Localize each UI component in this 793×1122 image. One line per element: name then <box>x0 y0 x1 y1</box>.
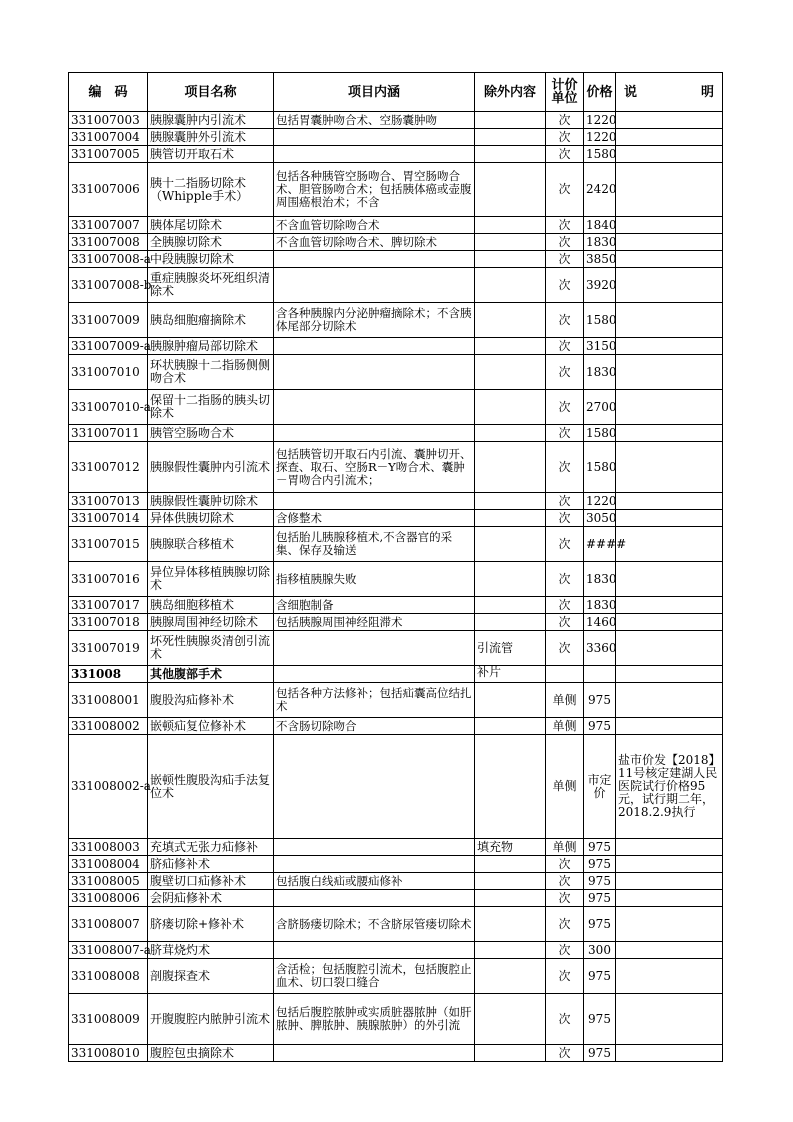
cell-excluded <box>475 146 546 163</box>
cell-name: 胰岛细胞移植术 <box>148 597 274 614</box>
cell-code: 331007008-a <box>69 251 148 268</box>
table-row <box>69 390 723 425</box>
cell-note <box>616 493 723 510</box>
cell-price: 1830 <box>584 234 616 251</box>
cell-unit: 单侧 <box>546 718 584 735</box>
cell-price: #### <box>584 527 616 562</box>
cell-excluded <box>475 1045 546 1062</box>
cell-code: 331008008 <box>69 959 148 994</box>
cell-note <box>616 614 723 631</box>
cell-code: 331007011 <box>69 425 148 442</box>
cell-price: 2420 <box>584 163 616 217</box>
cell-price: 1580 <box>584 303 616 338</box>
cell-note <box>616 303 723 338</box>
cell-name: 重症胰腺炎坏死组织清除术 <box>148 268 274 303</box>
cell-price: 1830 <box>584 355 616 390</box>
cell-note: 盐市价发【2018】11号核定建湖人民医院试行价格95元，试行期二年，2018.2.9执行 <box>616 735 723 839</box>
table-row <box>69 217 723 234</box>
table-row <box>69 890 723 907</box>
table-row <box>69 268 723 303</box>
cell-excluded: 补片 <box>475 666 546 683</box>
cell-excluded <box>475 890 546 907</box>
cell-excluded <box>475 390 546 425</box>
cell-content: 包括各种胰管空肠吻合、胃空肠吻合术、胆管肠吻合术；包括胰体癌或壶腹周围癌根治术；不含 <box>274 163 475 217</box>
cell-note <box>616 994 723 1045</box>
cell-excluded <box>475 112 546 129</box>
cell-code: 331008007 <box>69 907 148 942</box>
cell-note <box>616 839 723 856</box>
header-code: 编 码 <box>69 73 148 112</box>
cell-excluded <box>475 268 546 303</box>
cell-unit: 次 <box>546 112 584 129</box>
cell-name: 胰腺肿瘤局部切除术 <box>148 338 274 355</box>
cell-name: 环状胰腺十二指肠侧侧吻合术 <box>148 355 274 390</box>
cell-excluded <box>475 718 546 735</box>
table-row <box>69 839 723 856</box>
cell-unit: 次 <box>546 510 584 527</box>
cell-unit: 次 <box>546 442 584 493</box>
cell-content: 包括后腹腔脓肿或实质脏器脓肿（如肝脓肿、脾脓肿、胰腺脓肿）的外引流 <box>274 994 475 1045</box>
section-row <box>69 666 723 683</box>
cell-price: 1220 <box>584 493 616 510</box>
cell-excluded <box>475 129 546 146</box>
cell-content <box>274 355 475 390</box>
cell-note <box>616 959 723 994</box>
cell-name: 胰腺囊肿外引流术 <box>148 129 274 146</box>
cell-note <box>616 390 723 425</box>
table-row <box>69 146 723 163</box>
cell-price: 1220 <box>584 112 616 129</box>
cell-content: 包括胃囊肿吻合术、空肠囊肿吻 <box>274 112 475 129</box>
cell-unit: 次 <box>546 597 584 614</box>
cell-code: 331008002-a <box>69 735 148 839</box>
cell-note <box>616 355 723 390</box>
cell-name: 其他腹部手术 <box>148 666 274 683</box>
cell-excluded <box>475 493 546 510</box>
cell-price: 975 <box>584 839 616 856</box>
cell-price: 3360 <box>584 631 616 666</box>
cell-code: 331007010-a <box>69 390 148 425</box>
table-row <box>69 735 723 839</box>
cell-price: 2700 <box>584 390 616 425</box>
cell-note <box>616 562 723 597</box>
cell-unit: 次 <box>546 425 584 442</box>
cell-code: 331007018 <box>69 614 148 631</box>
cell-name: 异位异体移植胰腺切除术 <box>148 562 274 597</box>
table-row <box>69 425 723 442</box>
cell-price: 975 <box>584 718 616 735</box>
cell-name: 腹股沟疝修补术 <box>148 683 274 718</box>
cell-unit: 次 <box>546 614 584 631</box>
cell-unit: 次 <box>546 907 584 942</box>
cell-content: 包括胎儿胰腺移植术,不含器官的采集、保存及输送 <box>274 527 475 562</box>
cell-name: 胰管空肠吻合术 <box>148 425 274 442</box>
cell-price: 975 <box>584 873 616 890</box>
cell-price: 3920 <box>584 268 616 303</box>
cell-name: 胰岛细胞瘤摘除术 <box>148 303 274 338</box>
cell-note <box>616 666 723 683</box>
cell-excluded <box>475 907 546 942</box>
cell-unit: 次 <box>546 942 584 959</box>
cell-unit: 次 <box>546 163 584 217</box>
cell-content <box>274 268 475 303</box>
cell-note <box>616 942 723 959</box>
cell-name: 嵌顿性腹股沟疝手法复位术 <box>148 735 274 839</box>
cell-name: 胰体尾切除术 <box>148 217 274 234</box>
cell-note <box>616 683 723 718</box>
table-row <box>69 355 723 390</box>
cell-content: 含脐肠瘘切除术；不含脐尿管瘘切除术 <box>274 907 475 942</box>
cell-code: 331008006 <box>69 890 148 907</box>
cell-unit: 次 <box>546 890 584 907</box>
cell-code: 331007019 <box>69 631 148 666</box>
cell-excluded <box>475 562 546 597</box>
cell-note <box>616 146 723 163</box>
cell-price: 1580 <box>584 425 616 442</box>
table-row <box>69 527 723 562</box>
cell-excluded <box>475 355 546 390</box>
cell-note <box>616 217 723 234</box>
cell-note <box>616 597 723 614</box>
cell-excluded <box>475 442 546 493</box>
cell-note <box>616 856 723 873</box>
table-row <box>69 510 723 527</box>
table-row <box>69 942 723 959</box>
table-row <box>69 234 723 251</box>
cell-excluded <box>475 856 546 873</box>
table-row <box>69 163 723 217</box>
table-row <box>69 631 723 666</box>
cell-excluded <box>475 510 546 527</box>
table-row <box>69 718 723 735</box>
cell-excluded <box>475 163 546 217</box>
cell-code: 331007008-b <box>69 268 148 303</box>
cell-content <box>274 338 475 355</box>
table-row <box>69 959 723 994</box>
cell-excluded <box>475 251 546 268</box>
cell-price: 1830 <box>584 562 616 597</box>
cell-name: 嵌顿疝复位修补术 <box>148 718 274 735</box>
cell-price: 975 <box>584 1045 616 1062</box>
cell-code: 331007009-a <box>69 338 148 355</box>
cell-name: 腹腔包虫摘除术 <box>148 1045 274 1062</box>
cell-code: 331007014 <box>69 510 148 527</box>
cell-price: 3850 <box>584 251 616 268</box>
cell-code: 331007004 <box>69 129 148 146</box>
cell-excluded <box>475 527 546 562</box>
cell-unit: 次 <box>546 390 584 425</box>
cell-content <box>274 942 475 959</box>
cell-unit: 次 <box>546 493 584 510</box>
cell-content <box>274 839 475 856</box>
cell-excluded <box>475 735 546 839</box>
table-body <box>69 112 723 1062</box>
cell-unit: 次 <box>546 234 584 251</box>
cell-code: 331007008 <box>69 234 148 251</box>
cell-name: 腹壁切口疝修补术 <box>148 873 274 890</box>
cell-name: 胰腺联合移植术 <box>148 527 274 562</box>
cell-price: 975 <box>584 683 616 718</box>
cell-unit: 单侧 <box>546 735 584 839</box>
cell-excluded <box>475 303 546 338</box>
cell-unit <box>546 666 584 683</box>
cell-content: 含修整术 <box>274 510 475 527</box>
cell-note <box>616 718 723 735</box>
cell-price: 3050 <box>584 510 616 527</box>
cell-excluded <box>475 425 546 442</box>
cell-name: 胰腺假性囊肿切除术 <box>148 493 274 510</box>
cell-content <box>274 390 475 425</box>
cell-content <box>274 666 475 683</box>
cell-note <box>616 907 723 942</box>
cell-name: 中段胰腺切除术 <box>148 251 274 268</box>
cell-code: 331007012 <box>69 442 148 493</box>
cell-unit: 次 <box>546 527 584 562</box>
cell-unit: 次 <box>546 146 584 163</box>
cell-content <box>274 251 475 268</box>
cell-note <box>616 442 723 493</box>
cell-name: 保留十二指肠的胰头切除术 <box>148 390 274 425</box>
cell-code: 331007017 <box>69 597 148 614</box>
cell-content <box>274 890 475 907</box>
cell-content <box>274 425 475 442</box>
cell-name: 异体供胰切除术 <box>148 510 274 527</box>
cell-excluded: 填充物 <box>475 839 546 856</box>
cell-unit: 次 <box>546 129 584 146</box>
cell-content <box>274 129 475 146</box>
table-row <box>69 1045 723 1062</box>
cell-note <box>616 338 723 355</box>
cell-excluded: 引流管 <box>475 631 546 666</box>
cell-content <box>274 146 475 163</box>
cell-note <box>616 873 723 890</box>
table-row <box>69 994 723 1045</box>
cell-code: 331008001 <box>69 683 148 718</box>
cell-excluded <box>475 614 546 631</box>
cell-price: 975 <box>584 994 616 1045</box>
cell-excluded <box>475 959 546 994</box>
cell-unit: 次 <box>546 856 584 873</box>
cell-name: 胰腺周围神经切除术 <box>148 614 274 631</box>
cell-unit: 次 <box>546 1045 584 1062</box>
cell-price: 975 <box>584 959 616 994</box>
cell-price: 975 <box>584 907 616 942</box>
cell-code: 331008003 <box>69 839 148 856</box>
cell-content: 含细胞制备 <box>274 597 475 614</box>
cell-excluded <box>475 234 546 251</box>
cell-price: 市定价 <box>584 735 616 839</box>
cell-name: 全胰腺切除术 <box>148 234 274 251</box>
cell-content <box>274 493 475 510</box>
cell-content <box>274 856 475 873</box>
cell-excluded <box>475 683 546 718</box>
cell-content: 含活检；包括腹腔引流术，包括腹腔止血术、切口裂口缝合 <box>274 959 475 994</box>
table-row <box>69 338 723 355</box>
cell-unit: 次 <box>546 994 584 1045</box>
table-row <box>69 493 723 510</box>
cell-name: 脐瘘切除+修补术 <box>148 907 274 942</box>
cell-unit: 次 <box>546 338 584 355</box>
cell-code: 331007009 <box>69 303 148 338</box>
header-name: 项目名称 <box>148 73 274 112</box>
table-row <box>69 112 723 129</box>
cell-content: 包括胰腺周围神经阻滞术 <box>274 614 475 631</box>
cell-name: 脐疝修补术 <box>148 856 274 873</box>
cell-price: 1460 <box>584 614 616 631</box>
table-row <box>69 597 723 614</box>
cell-code: 331007013 <box>69 493 148 510</box>
cell-code: 331007006 <box>69 163 148 217</box>
cell-name: 开腹腹腔内脓肿引流术 <box>148 994 274 1045</box>
table-row <box>69 251 723 268</box>
table-row <box>69 856 723 873</box>
table-row <box>69 562 723 597</box>
cell-name: 胰管切开取石术 <box>148 146 274 163</box>
cell-content: 包括腹白线疝或腰疝修补 <box>274 873 475 890</box>
table-row <box>69 907 723 942</box>
header-row <box>69 73 723 112</box>
cell-note <box>616 631 723 666</box>
cell-code: 331008010 <box>69 1045 148 1062</box>
cell-price: 3150 <box>584 338 616 355</box>
cell-excluded <box>475 338 546 355</box>
cell-name: 胰十二指肠切除术（Whipple手术） <box>148 163 274 217</box>
cell-unit: 次 <box>546 355 584 390</box>
cell-excluded <box>475 942 546 959</box>
cell-unit: 单侧 <box>546 839 584 856</box>
cell-price: 1580 <box>584 146 616 163</box>
header-unit: 计价单位 <box>546 73 584 112</box>
cell-note <box>616 890 723 907</box>
cell-note <box>616 510 723 527</box>
cell-note <box>616 163 723 217</box>
cell-unit: 单侧 <box>546 683 584 718</box>
table-row <box>69 129 723 146</box>
cell-price: 1840 <box>584 217 616 234</box>
cell-content: 包括各种方法修补；包括疝囊高位结扎术 <box>274 683 475 718</box>
cell-excluded <box>475 217 546 234</box>
cell-code: 331008007-a <box>69 942 148 959</box>
cell-unit: 次 <box>546 562 584 597</box>
cell-excluded <box>475 994 546 1045</box>
cell-note <box>616 112 723 129</box>
cell-code: 331008005 <box>69 873 148 890</box>
cell-unit: 次 <box>546 251 584 268</box>
cell-price: 975 <box>584 890 616 907</box>
table-row <box>69 683 723 718</box>
header-note-left: 说 <box>624 84 638 100</box>
cell-content <box>274 735 475 839</box>
header-content: 项目内涵 <box>274 73 475 112</box>
cell-unit: 次 <box>546 959 584 994</box>
cell-note <box>616 268 723 303</box>
cell-name: 脐茸烧灼术 <box>148 942 274 959</box>
cell-price: 300 <box>584 942 616 959</box>
cell-code: 331008 <box>69 666 148 683</box>
cell-name: 会阴疝修补术 <box>148 890 274 907</box>
table-row <box>69 442 723 493</box>
table-row <box>69 303 723 338</box>
cell-unit: 次 <box>546 873 584 890</box>
header-note-right: 明 <box>700 84 714 100</box>
cell-content: 不含肠切除吻合 <box>274 718 475 735</box>
cell-name: 胰腺假性囊肿内引流术 <box>148 442 274 493</box>
cell-code: 331008002 <box>69 718 148 735</box>
cell-name: 坏死性胰腺炎清创引流术 <box>148 631 274 666</box>
cell-content <box>274 1045 475 1062</box>
cell-price: 975 <box>584 856 616 873</box>
cell-content: 含各种胰腺内分泌肿瘤摘除术；不含胰体尾部分切除术 <box>274 303 475 338</box>
cell-unit: 次 <box>546 268 584 303</box>
cell-name: 充填式无张力疝修补 <box>148 839 274 856</box>
cell-note <box>616 1045 723 1062</box>
header-price: 价格 <box>584 73 616 112</box>
header-excluded: 除外内容 <box>475 73 546 112</box>
cell-content: 不含血管切除吻合术 <box>274 217 475 234</box>
cell-code: 331007010 <box>69 355 148 390</box>
price-table <box>68 72 723 1062</box>
cell-excluded <box>475 597 546 614</box>
cell-content: 不含血管切除吻合术、脾切除术 <box>274 234 475 251</box>
cell-unit: 次 <box>546 631 584 666</box>
cell-excluded <box>475 873 546 890</box>
cell-price: 1580 <box>584 442 616 493</box>
cell-unit: 次 <box>546 217 584 234</box>
cell-name: 胰腺囊肿内引流术 <box>148 112 274 129</box>
cell-content <box>274 631 475 666</box>
cell-note <box>616 251 723 268</box>
cell-note <box>616 527 723 562</box>
header-note <box>616 73 723 112</box>
cell-price <box>584 666 616 683</box>
cell-code: 331007015 <box>69 527 148 562</box>
cell-price: 1830 <box>584 597 616 614</box>
cell-note <box>616 425 723 442</box>
cell-code: 331008009 <box>69 994 148 1045</box>
cell-price: 1220 <box>584 129 616 146</box>
cell-code: 331007005 <box>69 146 148 163</box>
cell-note <box>616 234 723 251</box>
cell-name: 剖腹探查术 <box>148 959 274 994</box>
cell-code: 331007003 <box>69 112 148 129</box>
table-row <box>69 614 723 631</box>
cell-code: 331008004 <box>69 856 148 873</box>
cell-content: 包括胰管切开取石内引流、囊肿切开、探查、取石、空肠R－Y吻合术、囊肿－胃吻合内引流术； <box>274 442 475 493</box>
cell-unit: 次 <box>546 303 584 338</box>
table-row <box>69 873 723 890</box>
cell-content: 指移植胰腺失败 <box>274 562 475 597</box>
cell-code: 331007016 <box>69 562 148 597</box>
cell-note <box>616 129 723 146</box>
cell-code: 331007007 <box>69 217 148 234</box>
